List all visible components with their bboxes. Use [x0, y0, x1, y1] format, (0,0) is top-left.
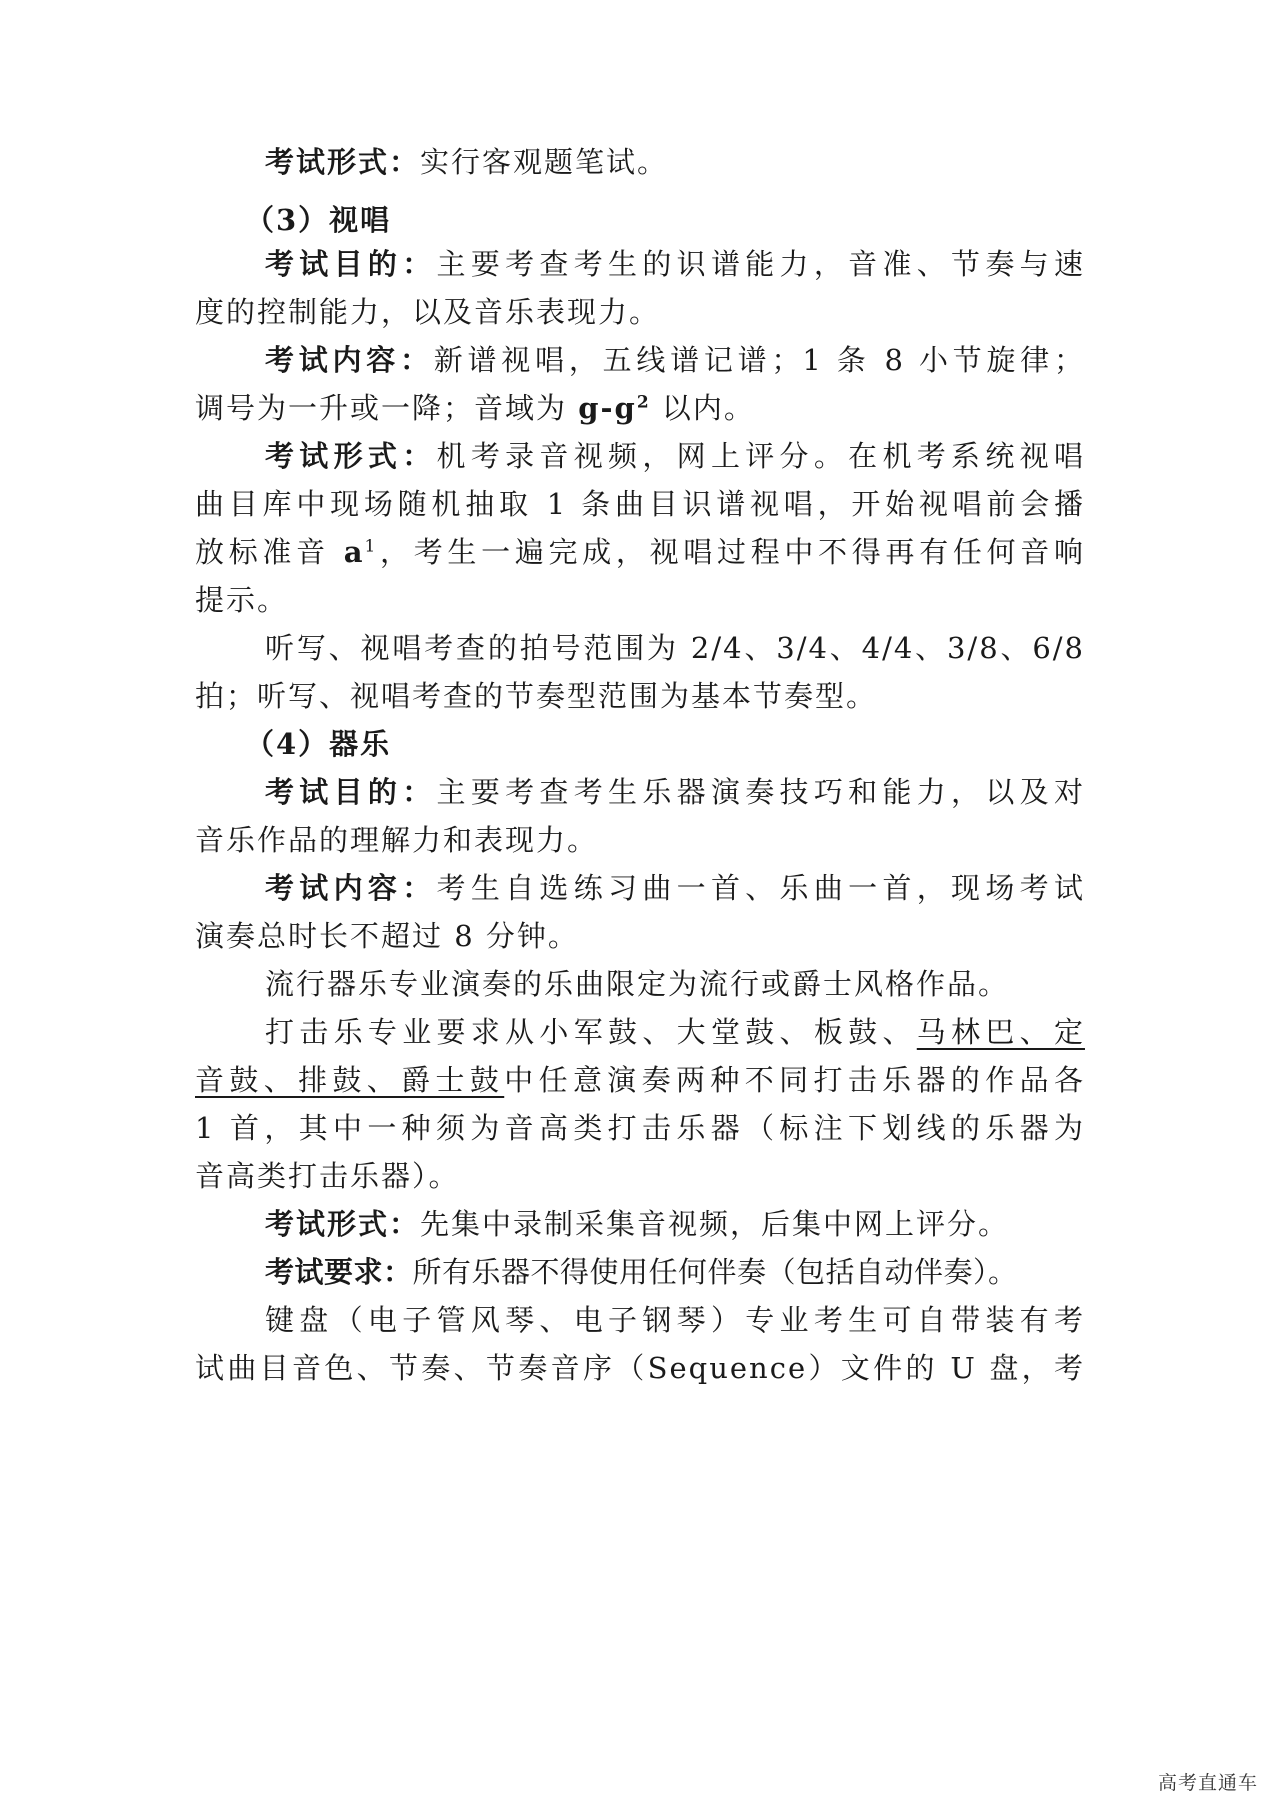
text-pitched-percussion-2: 音鼓、排鼓、爵士鼓	[195, 1063, 505, 1097]
paragraph-instrument-purpose-line2: 音乐作品的理解力和表现力。	[195, 823, 599, 857]
paragraph-instrument-content-line1	[195, 868, 1085, 908]
text-percussion-intro: 打击乐专业要求从小军鼓、大堂鼓、板鼓、	[265, 1015, 917, 1049]
label-exam-content: 考试内容：	[265, 343, 434, 377]
text-note-a: a	[343, 535, 365, 569]
label-exam-purpose: 考试目的：	[265, 247, 437, 281]
paragraph-exam-format-line3	[195, 532, 1085, 572]
section-heading-instrumental: （4）器乐	[245, 727, 392, 761]
paragraph-percussion-line3: 1 首，其中一种须为音高类打击乐器（标注下划线的乐器为	[195, 1111, 1085, 1145]
paragraph-exam-purpose-line1	[195, 244, 1085, 284]
paragraph-meter-range-line2: 拍；听写、视唱考查的节奏型范围为基本节奏型。	[195, 679, 878, 713]
text-exam-content: 新谱视唱，五线谱记谱；1 条 8 小节旋律；	[433, 343, 1085, 377]
text-exam-format: 实行客观题笔试。	[420, 145, 669, 179]
paragraph-instrument-purpose-line1	[195, 772, 1085, 812]
label-instrument-purpose: 考试目的：	[265, 775, 437, 809]
paragraph-exam-content-line2	[195, 388, 1085, 428]
paragraph-instrument-requirement	[195, 1252, 1085, 1292]
text-range-superscript: 2	[636, 392, 651, 413]
paragraph-exam-format-line1	[195, 436, 1085, 476]
paragraph-percussion-line4: 音高类打击乐器）。	[195, 1159, 460, 1193]
text-percussion-requirement: 中任意演奏两种不同打击乐器的作品各	[504, 1063, 1085, 1097]
paragraph-pop-instrument: 流行器乐专业演奏的乐曲限定为流行或爵士风格作品。	[265, 967, 1010, 1001]
paragraph-exam-content-line1	[195, 340, 1085, 380]
paragraph-keyboard-line1: 键盘（电子管风琴、电子钢琴）专业考生可自带装有考	[265, 1303, 1085, 1337]
text-range: g-g	[578, 391, 637, 425]
section-heading-sight-singing: （3）视唱	[245, 203, 392, 237]
label-instrument-format: 考试形式：	[265, 1207, 421, 1241]
text-instrument-format: 先集中录制采集音视频，后集中网上评分。	[420, 1207, 1010, 1241]
paragraph-exam-format-written	[195, 142, 1085, 182]
text-key-signature: 调号为一升或一降；音域为	[195, 391, 579, 425]
text-exam-format-2: 机考录音视频，网上评分。在机考系统视唱	[436, 439, 1085, 473]
paragraph-exam-purpose-line2: 度的控制能力，以及音乐表现力。	[195, 295, 661, 329]
paragraph-exam-format-line2: 曲目库中现场随机抽取 1 条曲目识谱视唱，开始视唱前会播	[195, 487, 1085, 521]
label-instrument-content: 考试内容：	[265, 871, 437, 905]
paragraph-keyboard-line2: 试曲目音色、节奏、节奏音序（Sequence）文件的 U 盘，考	[195, 1351, 1085, 1385]
paragraph-meter-range-line1: 听写、视唱考查的拍号范围为 2/4、3/4、4/4、3/8、6/8	[265, 631, 1085, 665]
text-note-superscript: 1	[364, 536, 378, 557]
text-instrument-content: 考生自选练习曲一首、乐曲一首，现场考试	[436, 871, 1085, 905]
paragraph-exam-format-line4: 提示。	[195, 583, 289, 617]
paragraph-percussion-line1	[195, 1012, 1085, 1052]
text-instrument-requirement: 所有乐器不得使用任何伴奏（包括自动伴奏）。	[412, 1255, 1018, 1289]
text-standard-tone: 放标准音	[195, 535, 344, 569]
paragraph-percussion-line2	[195, 1060, 1085, 1100]
text-range-suffix: 以内。	[650, 391, 755, 425]
paragraph-instrument-content-line2: 演奏总时长不超过 8 分钟。	[195, 919, 579, 953]
watermark-text: 高考直通车	[1157, 1772, 1258, 1794]
paragraph-instrument-format	[195, 1204, 1085, 1244]
text-standard-tone-rest: ，考生一遍完成，视唱过程中不得再有任何音响	[377, 535, 1085, 569]
text-pitched-percussion-1: 马林巴、定	[916, 1015, 1085, 1049]
label-exam-format-2: 考试形式：	[265, 439, 437, 473]
label-exam-format: 考试形式：	[265, 145, 421, 179]
label-instrument-requirement: 考试要求：	[265, 1255, 413, 1289]
text-exam-purpose: 主要考查考生的识谱能力，音准、节奏与速	[436, 247, 1085, 281]
text-instrument-purpose: 主要考查考生乐器演奏技巧和能力，以及对	[436, 775, 1085, 809]
